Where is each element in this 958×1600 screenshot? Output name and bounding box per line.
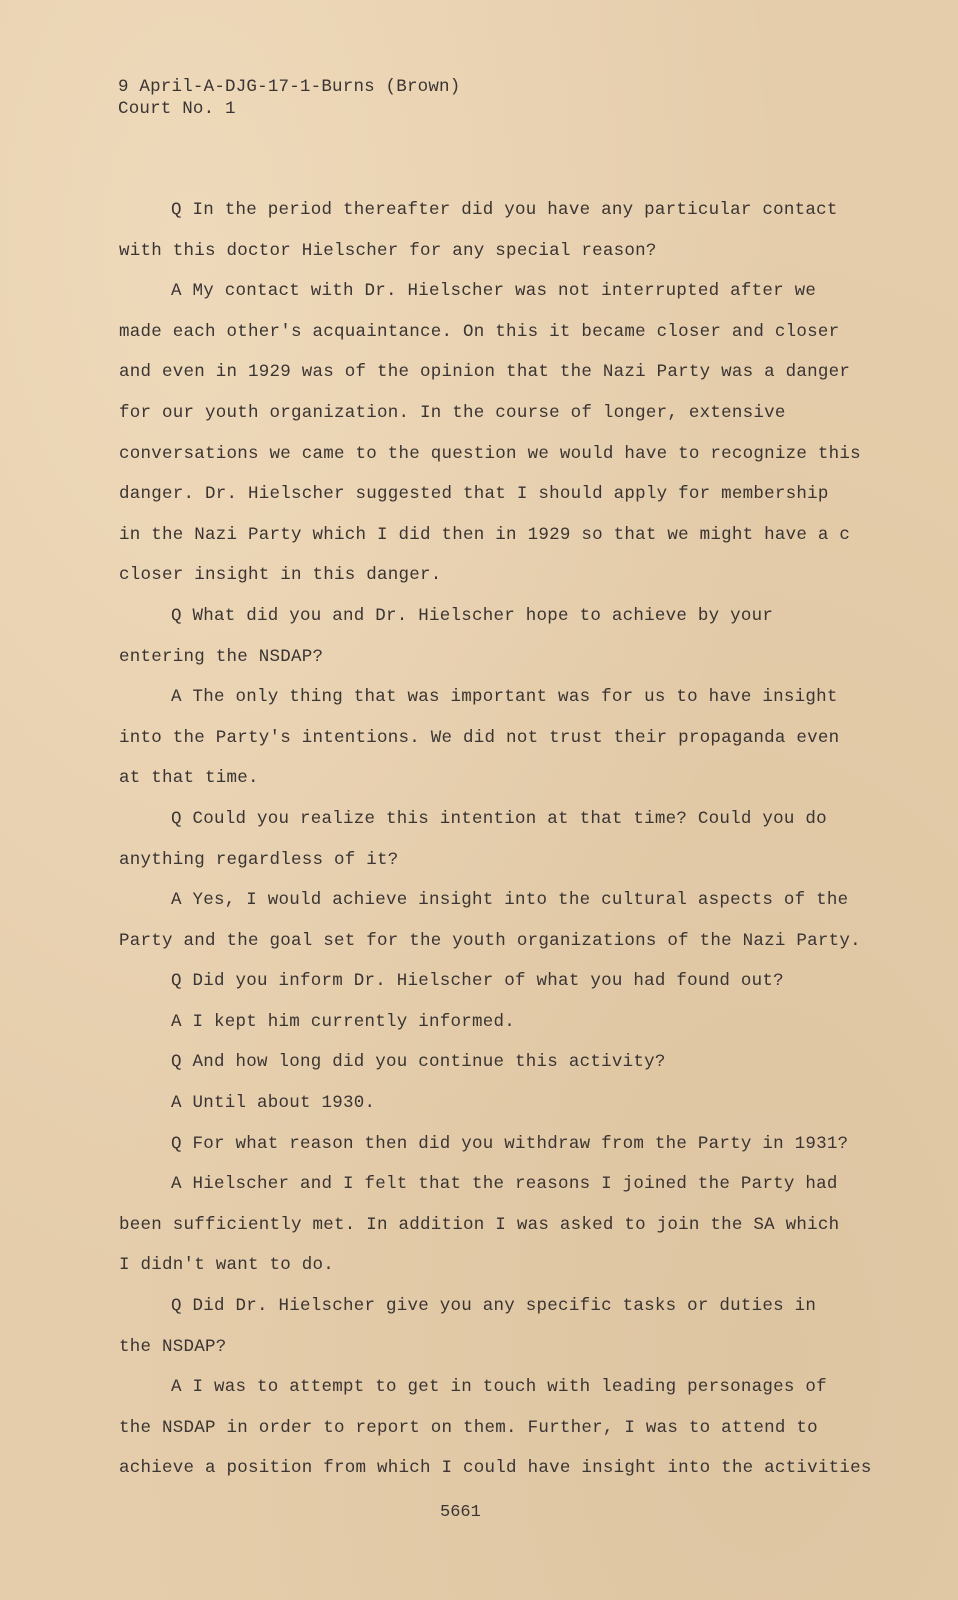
transcript-line: into the Party's intentions. We did not trust their propaganda even [119, 727, 840, 748]
transcript-line: in the Nazi Party which I did then in 1929 so that we might have a c [119, 524, 851, 545]
transcript-line: danger. Dr. Hielscher suggested that I should apply for membership [119, 484, 829, 505]
transcript-line: I didn't want to do. [119, 1255, 335, 1276]
transcript-line: A The only thing that was important was for us to have insight [171, 687, 838, 708]
transcript-line: for our youth organization. In the course of longer, extensive [119, 402, 786, 423]
transcript-line: A I kept him currently informed. [171, 1011, 516, 1032]
transcript-line: made each other's acquaintance. On this it became closer and closer [119, 321, 840, 342]
transcript-body [119, 190, 872, 1489]
transcript-line: A I was to attempt to get in touch with leading personages of [171, 1377, 827, 1398]
header-reference-line: 9 April-A-DJG-17-1-Burns (Brown) [118, 77, 461, 97]
transcript-line: A Yes, I would achieve insight into the cultural aspects of the [171, 890, 849, 911]
transcript-line: the NSDAP? [119, 1336, 227, 1357]
transcript-line: anything regardless of it? [119, 849, 399, 870]
transcript-line: with this doctor Hielscher for any special reason? [119, 240, 657, 261]
transcript-line: and even in 1929 was of the opinion that the Nazi Party was a danger [119, 362, 851, 383]
transcript-line: Q Did Dr. Hielscher give you any specific tasks or duties in [171, 1296, 817, 1317]
transcript-line: Q And how long did you continue this activity? [171, 1052, 666, 1073]
transcript-line: A My contact with Dr. Hielscher was not interrupted after we [171, 281, 817, 302]
transcript-line: the NSDAP in order to report on them. Further, I was to attend to [119, 1417, 818, 1438]
transcript-line: Q Could you realize this intention at that time? Could you do [171, 808, 827, 829]
transcript-line: A Until about 1930. [171, 1093, 376, 1114]
transcript-line: Q What did you and Dr. Hielscher hope to achieve by your [171, 605, 774, 626]
transcript-line: entering the NSDAP? [119, 646, 324, 667]
transcript-line: Q For what reason then did you withdraw from the Party in 1931? [171, 1133, 849, 1154]
page-number: 5661 [440, 1503, 481, 1522]
header-court-line: Court No. 1 [118, 99, 236, 119]
transcript-line: been sufficiently met. In addition I was asked to join the SA which [119, 1214, 840, 1235]
transcript-line: closer insight in this danger. [119, 565, 442, 586]
transcript-line: Q In the period thereafter did you have any particular contact [171, 200, 838, 220]
transcript-line: Party and the goal set for the youth organizations of the Nazi Party. [119, 930, 861, 951]
transcript-line: achieve a position from which I could have insight into the activities [119, 1458, 872, 1479]
transcript-line: A Hielscher and I felt that the reasons I joined the Party had [171, 1174, 838, 1195]
document-header [118, 76, 460, 120]
transcript-line: conversations we came to the question we would have to recognize this [119, 443, 861, 464]
transcript-line: Q Did you inform Dr. Hielscher of what you had found out? [171, 971, 784, 992]
transcript-line: at that time. [119, 768, 259, 789]
